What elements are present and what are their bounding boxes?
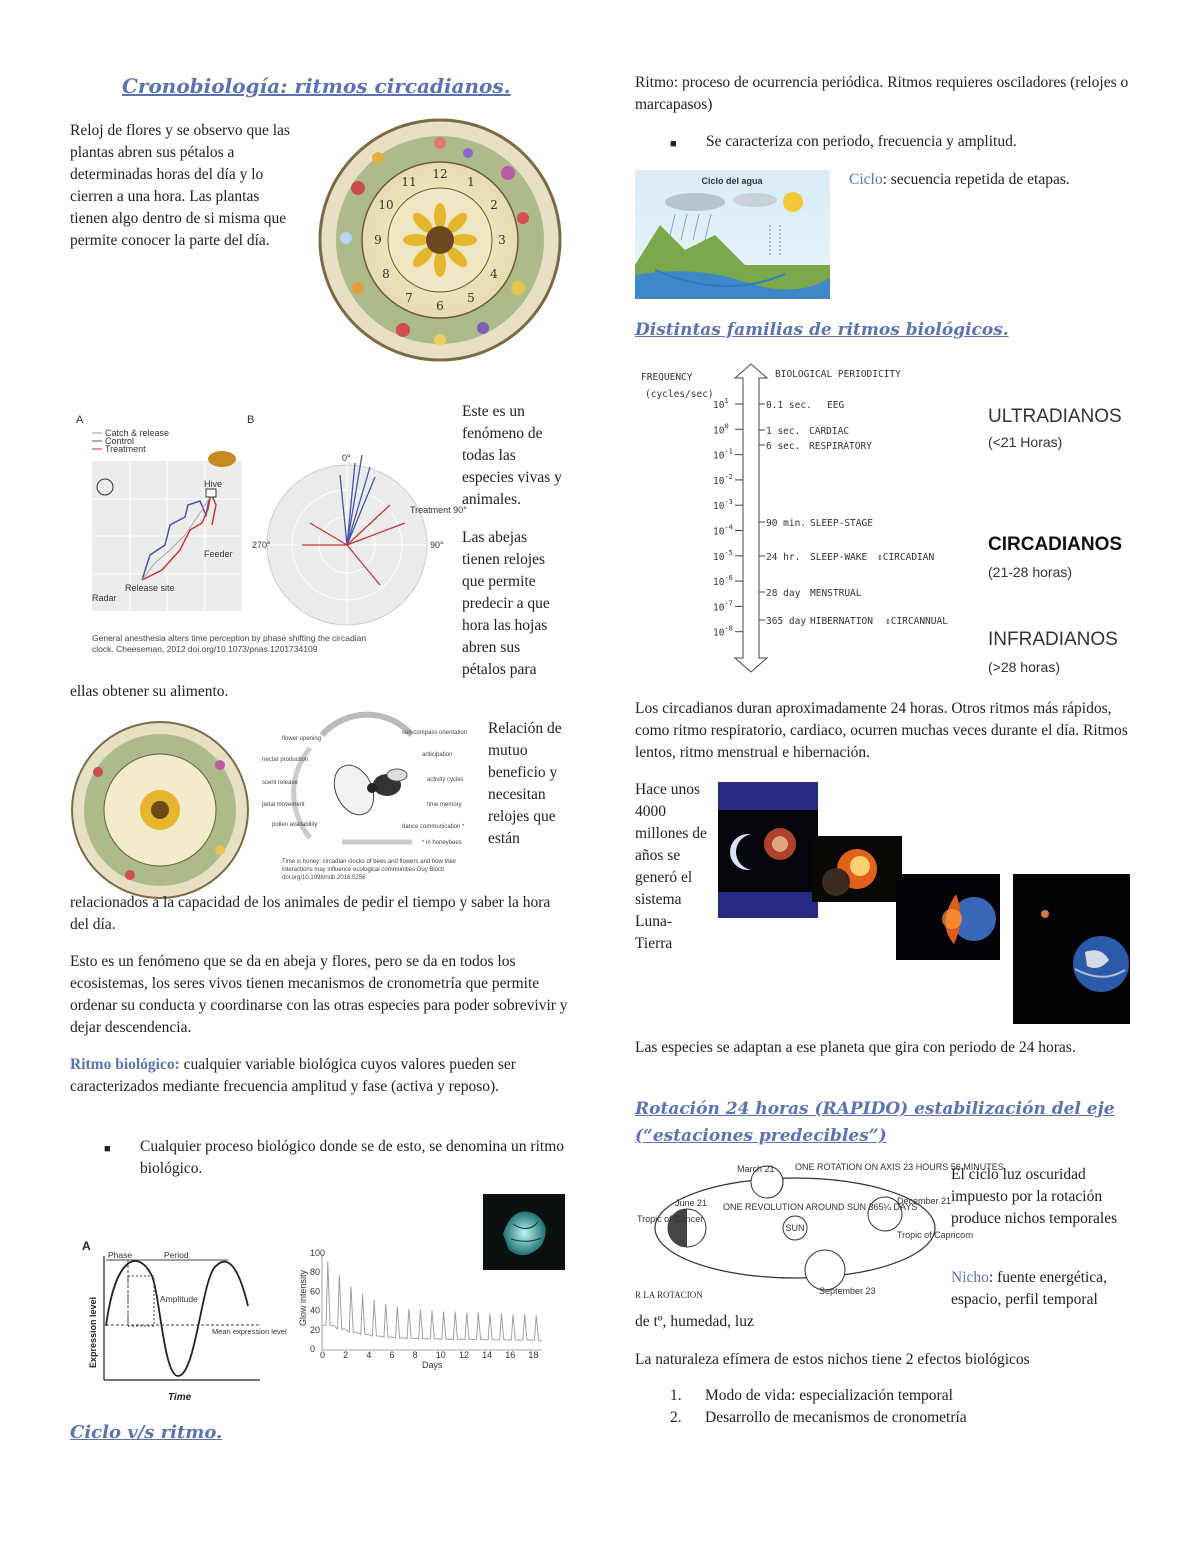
period-name-label: MENSTRUAL — [810, 588, 862, 599]
cycle-definition — [849, 169, 1139, 191]
rhythm-wave-diagram — [78, 1236, 287, 1406]
svg-text:5: 5 — [467, 291, 475, 305]
period-time-label: 28 day — [766, 588, 801, 599]
list-text: Desarrollo de mecanismos de cronometría — [705, 1409, 967, 1426]
wave-period-label: Period — [164, 1250, 189, 1260]
polar-treatment-label: Treatment 90° — [410, 505, 467, 515]
glow-y-tick: 20 — [310, 1324, 321, 1335]
glow-x-tick: 0 — [320, 1350, 326, 1360]
family-infradian-range: (>28 horas) — [988, 659, 1060, 675]
wave-phase-label: Phase — [108, 1250, 133, 1260]
phenomenon-paragraph: Este es un fenómeno de todas las especies vivas y animales. — [462, 403, 562, 508]
frequency-tick: $10^{-4}$ — [713, 523, 733, 538]
glow-y-tick: 80 — [310, 1267, 321, 1278]
glow-x-tick: 18 — [528, 1350, 539, 1360]
bees-paragraph-cont: ellas obtener su alimento. — [70, 683, 229, 700]
cycle-term: Ciclo — [849, 171, 883, 188]
list-item — [670, 1407, 1130, 1429]
light-dark-paragraph: El ciclo luz oscuridad impuesto por la rotación produce nichos temporales — [951, 1166, 1118, 1227]
frequency-tick: $10^{-1}$ — [713, 447, 733, 462]
glow-x-tick: 2 — [343, 1350, 349, 1360]
moon-paragraph: Hace unos 4000 millones de años se generó el sistema Luna-Tierra — [635, 781, 707, 952]
feeder-label: Feeder — [204, 549, 233, 559]
orbit-september: September 23 — [819, 1286, 876, 1296]
period-name-label: SLEEP-WAKE — [810, 552, 868, 563]
cycle-vs-rhythm-heading: Ciclo v/s ritmo. — [70, 1422, 223, 1443]
label-flower-opening: flower opening — [282, 736, 322, 742]
rhythm-paragraph: Ritmo: proceso de ocurrencia periódica. Ritmos requieres osciladores (relojes o marcapasos) — [635, 74, 1129, 113]
glow-x-tick: 14 — [482, 1350, 493, 1360]
orbit-cancer: Tropic of Cancer — [637, 1214, 704, 1224]
list-item — [670, 1385, 1130, 1407]
circannual-label: ↕CIRCANNUAL — [885, 616, 948, 627]
panel-a-label: A — [76, 414, 84, 426]
periodicity-title: BIOLOGICAL PERIODICITY — [775, 369, 901, 380]
label-nectar: nectar production — [262, 757, 309, 763]
period-time-label: 1 sec. — [766, 426, 801, 437]
label-petal: petal movement — [262, 802, 305, 808]
period-name-label: CARDIAC — [809, 426, 850, 437]
relation-paragraph: Relación de mutuo beneficio y necesitan relojes que están — [488, 720, 562, 847]
frequency-tick: $10^{-7}$ — [713, 599, 733, 614]
wave-panel-label: A — [82, 1239, 91, 1253]
biological-rhythm-definition — [70, 1054, 570, 1098]
bee-anesthesia-figure — [70, 405, 467, 670]
cycle-def: : secuencia repetida de etapas. — [882, 171, 1070, 188]
family-ultradian-name: ULTRADIANOS — [988, 406, 1122, 427]
label-activity: activity cycles — [427, 777, 464, 783]
frequency-tick: $10^{-8}$ — [713, 624, 733, 639]
water-cycle-image — [635, 170, 830, 299]
biological-rhythm-def: cualquier variable biológica cuyos valores pueden ser caracterizados mediante frecuencia amplitud y fase (activa y reposo). — [70, 1056, 516, 1095]
period-time-label: 365 day — [766, 616, 807, 627]
glow-x-tick: 6 — [389, 1350, 395, 1360]
radar-label: Radar — [92, 593, 117, 603]
glow-xlabel: Days — [422, 1360, 443, 1370]
family-infradian-name: INFRADIANOS — [988, 629, 1118, 650]
frequency-tick: $10^1$ — [713, 397, 729, 411]
period-time-label: 24 hr. — [766, 552, 801, 563]
label-scent: scent release — [262, 780, 298, 786]
period-time-label: 90 min. — [766, 518, 807, 529]
moon-formation-image-1 — [718, 782, 818, 918]
niche-def: : fuente energética, espacio, perfil temporal — [951, 1269, 1107, 1308]
families-heading: Distintas familias de ritmos biológicos. — [635, 320, 1009, 340]
hive-label: Hive — [204, 479, 223, 489]
earth-moon-image — [1013, 874, 1130, 1024]
moon-formation-image-2 — [812, 836, 902, 902]
period-name-label: EEG — [827, 400, 845, 411]
frequency-tick: $10^{-3}$ — [713, 498, 733, 513]
bees-paragraph: Las abejas tienen relojes que permite predecir a que hora las hojas abren sus pétalos para — [462, 529, 550, 678]
family-ultradian-range: (<21 Horas) — [988, 434, 1063, 450]
glow-x-tick: 10 — [435, 1350, 446, 1360]
orbit-june: June 21 — [675, 1198, 708, 1208]
list-number: 1. — [670, 1387, 682, 1404]
niche-definition-cont: de tº, humedad, luz — [635, 1313, 754, 1330]
svg-text:2: 2 — [490, 198, 498, 212]
wave-ylabel: Expression level — [88, 1296, 98, 1368]
period-name-label: SLEEP-STAGE — [810, 518, 873, 529]
svg-text:7: 7 — [405, 291, 413, 305]
period-name-label: HIBERNATION — [810, 616, 873, 627]
glow-intensity-chart — [292, 1246, 548, 1371]
svg-text:4: 4 — [490, 267, 498, 281]
svg-text:12: 12 — [432, 167, 448, 181]
niche-definition — [951, 1267, 1136, 1311]
glow-x-tick: 4 — [366, 1350, 372, 1360]
bee-flower-clock-diagram — [262, 720, 472, 890]
orbit-december: December 21 — [897, 1196, 952, 1206]
polar-0-label: 0° — [342, 453, 351, 463]
niche-term: Nicho — [951, 1269, 989, 1286]
moon-formation-image-3 — [896, 874, 1000, 960]
svg-text:10: 10 — [378, 198, 394, 212]
water-cycle-title: Ciclo del agua — [701, 176, 763, 186]
period-time-label: 6 sec. — [766, 441, 801, 452]
svg-text:1: 1 — [467, 175, 475, 189]
frequency-unit: (cycles/sec) — [645, 389, 714, 400]
page-title: Cronobiología: ritmos circadianos. — [122, 74, 511, 98]
ecosystems-paragraph — [70, 951, 570, 1039]
circadian-label: ↕CIRCADIAN — [877, 552, 935, 563]
svg-text:9: 9 — [374, 233, 382, 247]
bullet-icon: ■ — [670, 138, 677, 150]
glow-y-tick: 60 — [310, 1286, 321, 1297]
ecosystems-text: Esto es un fenómeno que se da en abeja y flores, pero se da en todos los ecosistemas, los seres vivos tienen mecanismos de cronometría que permite ordenar su conducta y coordinarse con las otras especies para poder sobrevivir y dejar descendencia. — [70, 953, 568, 1036]
label-honeybees-note: * in honeybees — [422, 840, 462, 846]
glow-y-tick: 100 — [310, 1248, 326, 1258]
list-number: 2. — [670, 1409, 682, 1426]
label-dance: dance communication * — [402, 824, 465, 830]
glow-x-tick: 16 — [505, 1350, 516, 1360]
glow-y-tick: 0 — [310, 1344, 316, 1354]
biological-rhythm-term: Ritmo biológico: — [70, 1056, 180, 1073]
glow-x-tick: 12 — [458, 1350, 469, 1360]
honey-caption: Time is honey: circadian clocks of bees and flowers and how their interactions may influence ecological communities Guy Bloch doi.org/10.1098/rstb.2016.0256 — [282, 859, 457, 881]
biological-periodicity-chart — [635, 360, 1140, 680]
list-text: Modo de vida: especialización temporal — [705, 1387, 953, 1404]
flower-clock-small-image — [70, 720, 250, 900]
glow-x-tick: 8 — [412, 1350, 418, 1360]
orbit-one-rotation: ONE ROTATION ON AXIS 23 HOURS 56 MINUTES — [795, 1162, 1004, 1172]
frequency-tick: $10^{-5}$ — [713, 548, 733, 563]
period-time-label: 0.1 sec. — [766, 400, 812, 411]
period-name-label: RESPIRATORY — [809, 441, 872, 452]
polar-270-label: 270° — [252, 540, 271, 550]
wave-mean-label: Mean expression level — [212, 1327, 287, 1336]
frequency-label: FREQUENCY — [641, 372, 693, 383]
release-label: Release site — [125, 583, 175, 593]
wave-amplitude-label: Amplitude — [160, 1294, 198, 1304]
frequency-tick: $10^{-2}$ — [713, 472, 733, 487]
wave-xlabel: Time — [168, 1392, 192, 1403]
orbit-sun-label: SUN — [785, 1223, 805, 1233]
bee-figure-caption: General anesthesia alters time perception by phase shifting the circadian clock. Cheeseman, 2012 doi.org/10.1073/pnas.1201734109 — [92, 633, 367, 654]
bullet-biological-rhythm-text: Cualquier proceso biológico donde se de esto, se denomina un ritmo biológico. — [140, 1138, 565, 1177]
glow-series-line — [322, 1262, 542, 1341]
orbit-cut-label: R LA ROTACION — [635, 1290, 703, 1300]
flower-clock-paragraph: Reloj de flores y se observo que las plantas abren sus pétalos a determinadas horas del día y lo cierren a una hora. Las plantas tienen algo dentro de si misma que permite conocer la parte del día. — [70, 122, 290, 249]
orbit-march: March 21 — [737, 1164, 775, 1174]
flower-clock-image — [318, 118, 563, 363]
label-anticipation: anticipation — [422, 752, 453, 758]
circadian-paragraph: Los circadianos duran aproximadamente 24 horas. Otros ritmos más rápidos, como ritmo respiratorio, cardiaco, ocurren muchas veces durante el día. Ritmos lentos, ritmo menstrual e hibernación. — [635, 700, 1128, 761]
label-sun-compass: sun compass orientation — [402, 730, 468, 736]
glow-y-tick: 40 — [310, 1305, 321, 1316]
bullet-rhythm — [670, 131, 1166, 153]
polar-90-label: 90° — [430, 540, 444, 550]
svg-text:3: 3 — [498, 233, 506, 247]
label-time-memory: time memory — [427, 802, 462, 808]
legend-catch: Catch & release — [105, 428, 170, 438]
glow-ylabel: Glow intensity — [298, 1269, 308, 1326]
family-circadian-name: CIRCADIANOS — [988, 534, 1123, 555]
svg-text:11: 11 — [401, 175, 417, 189]
label-pollen: pollen availability — [272, 822, 318, 828]
legend-treatment: Treatment — [105, 444, 146, 454]
family-circadian-range: (21-28 horas) — [988, 564, 1073, 580]
svg-text:8: 8 — [382, 267, 390, 281]
frequency-tick: $10^{-6}$ — [713, 574, 733, 589]
relation-paragraph-cont: relacionados a la capacidad de los animales de pedir el tiempo y saber la hora del día. — [70, 894, 551, 933]
species-paragraph: Las especies se adaptan a ese planeta que gira con periodo de 24 horas. — [635, 1039, 1076, 1056]
orbit-one-revolution: ONE REVOLUTION AROUND SUN 365¼ DAYS — [723, 1202, 918, 1212]
ephemeral-paragraph: La naturaleza efímera de estos nichos tiene 2 efectos biológicos — [635, 1351, 1030, 1368]
panel-b-label: B — [247, 414, 255, 426]
rotation-heading: Rotación 24 horas (RAPIDO) estabilización del eje (“estaciones predecibles”) — [635, 1099, 1115, 1146]
legend-control: Control — [105, 436, 135, 446]
orbit-capricorn: Tropic of Capricorn — [897, 1230, 974, 1240]
bullet-biological-rhythm — [104, 1136, 602, 1180]
svg-text:6: 6 — [436, 299, 444, 313]
effects-list — [670, 1385, 1130, 1429]
bullet-rhythm-text: Se caracteriza con periodo, frecuencia y amplitud. — [706, 133, 1017, 150]
frequency-tick: $10^0$ — [713, 422, 729, 437]
bullet-icon: ■ — [104, 1143, 111, 1155]
